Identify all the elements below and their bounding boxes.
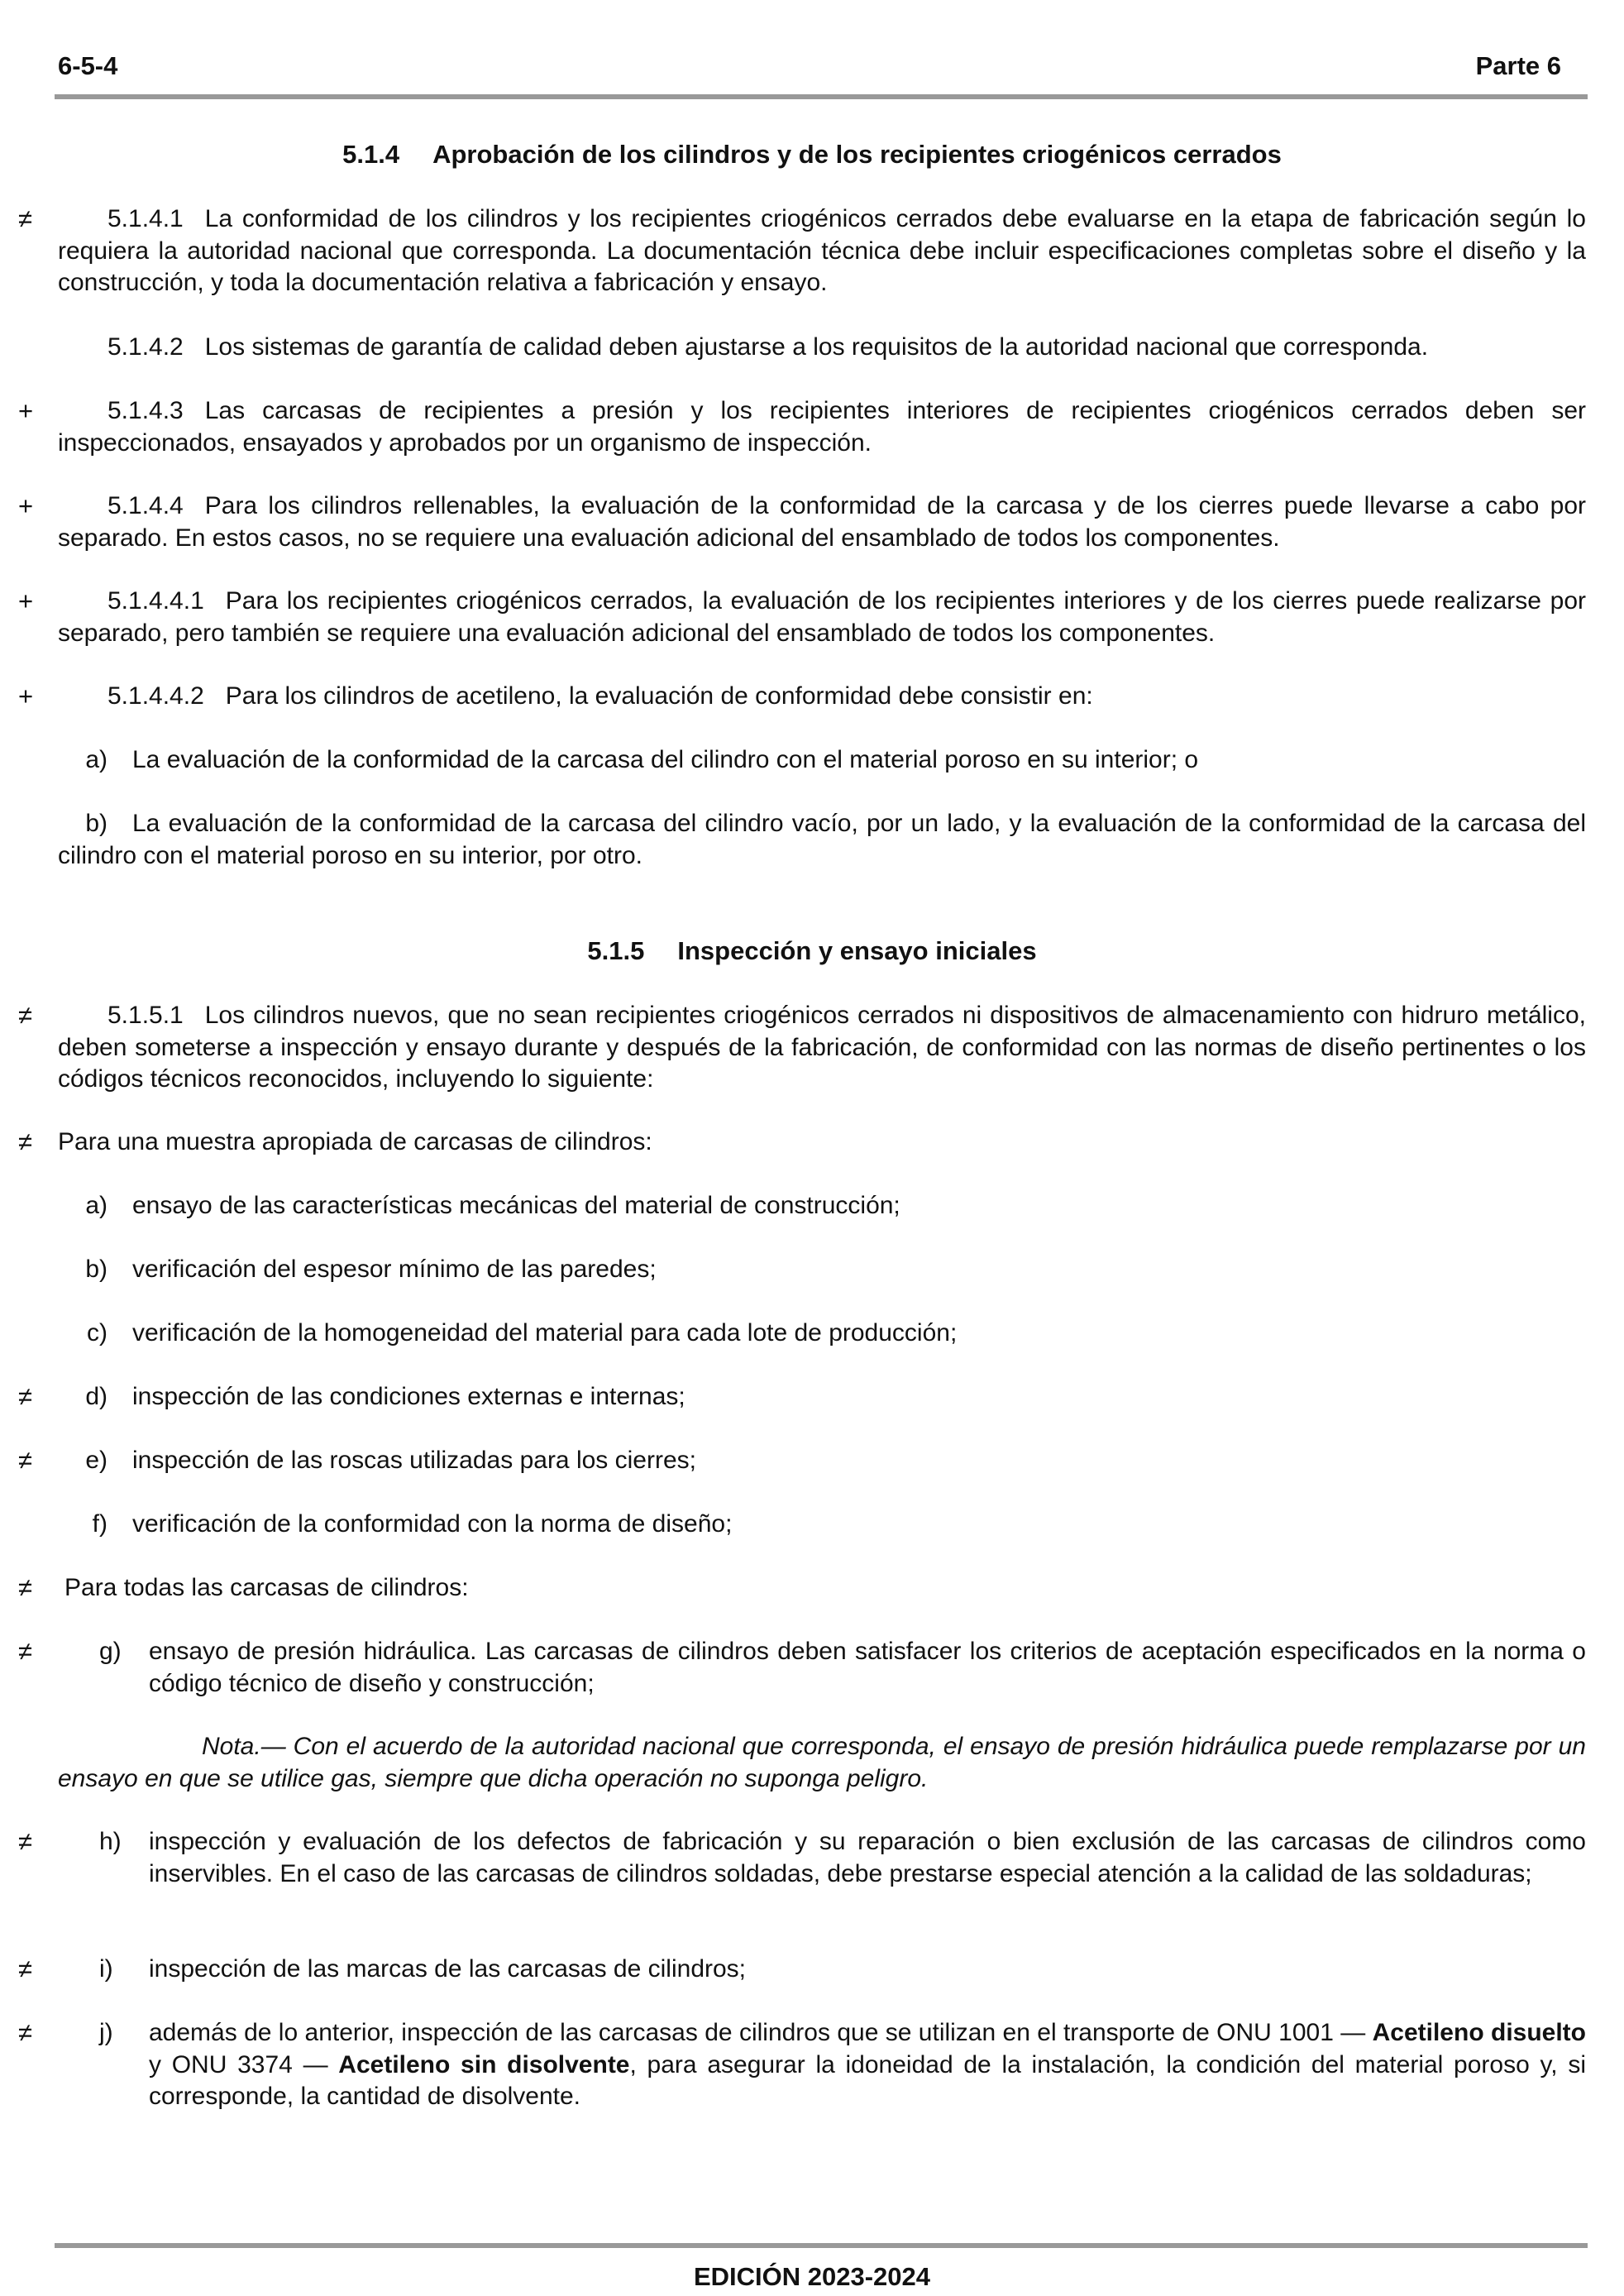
change-mark: ≠ — [18, 1573, 33, 1602]
note: Nota.— Con el acuerdo de la autoridad nacional que corresponda, el ensayo de presión hidráulica puede remplazarse por un ensayo en que se utilice gas, siempre que dicha operación no suponga peligro. — [58, 1733, 1586, 1792]
list-item-g — [99, 1636, 1586, 1700]
item-text: inspección de las marcas de las carcasas de cilindros; — [149, 1955, 747, 1983]
change-mark: ≠ — [18, 204, 33, 233]
change-mark: ≠ — [18, 1382, 33, 1411]
paragraph-5-1-5-1 — [58, 1000, 1586, 1096]
paragraph-5-1-4-1 — [58, 203, 1586, 299]
item-label: e) — [85, 1447, 107, 1474]
item-label: a) — [85, 746, 107, 773]
substance-name-acetileno-disuelto: Acetileno disuelto — [1372, 2019, 1587, 2046]
item-text: verificación de la homogeneidad del material para cada lote de producción; — [132, 1319, 958, 1347]
item-text: La evaluación de la conformidad de la carcasa del cilindro con el material poroso en su interior; o — [132, 746, 1199, 773]
paragraph-text: Los sistemas de garantía de calidad deben ajustarse a los requisitos de la autoridad nacional que corresponda. — [204, 333, 1429, 361]
list-item-a — [58, 744, 1586, 777]
item-text: La evaluación de la conformidad de la carcasa del cilindro vacío, por un lado, y la evaluación de la conformidad de la carcasa del cilindro con el material poroso en su interior, por otro. — [58, 810, 1586, 869]
paragraph-number: 5.1.4.4.1 — [107, 587, 204, 615]
item-text: ensayo de las características mecánicas del material de construcción; — [132, 1192, 900, 1219]
change-mark: ≠ — [18, 1954, 33, 1983]
paragraph-5-1-4-2 — [58, 332, 1586, 364]
paragraph-number: 5.1.4.2 — [107, 333, 184, 361]
change-mark: ≠ — [18, 2018, 33, 2047]
change-mark: ≠ — [18, 1827, 33, 1856]
list-item-a — [58, 1190, 1586, 1222]
item-text: inspección y evaluación de los defectos de fabricación y su reparación o bien exclusión de las carcasas de cilindros como inservibles. En el caso de las carcasas de cilindros soldadas, debe prestarse especial atención a la calidad de las soldaduras; — [149, 1828, 1586, 1887]
change-mark: + — [18, 396, 34, 425]
item-label: b) — [85, 1256, 107, 1283]
item-text: inspección de las condiciones externas e internas; — [132, 1383, 685, 1410]
item-label: b) — [85, 810, 107, 837]
item-label: j) — [99, 2019, 113, 2046]
heading-title: Aprobación de los cilindros y de los recipientes criogénicos cerrados — [432, 140, 1282, 169]
list-item-e — [58, 1445, 1586, 1477]
item-text — [149, 2017, 1586, 2113]
change-mark: ≠ — [18, 1127, 33, 1156]
paragraph-number: 5.1.4.4 — [107, 492, 184, 519]
section-heading-5-1-5 — [0, 935, 1624, 967]
heading-number: 5.1.4 — [342, 140, 400, 169]
paragraph-text: Para los cilindros de acetileno, la evaluación de conformidad debe consistir en: — [225, 682, 1093, 710]
heading-title: Inspección y ensayo iniciales — [677, 936, 1037, 965]
item-text-part: y ONU 3374 — — [149, 2050, 339, 2078]
paragraph-text: Para los cilindros rellenables, la evaluación de la conformidad de la carcasa y de los cierres puede llevarse a cabo por separado. En estos casos, no se requiere una evaluación adicional del ensamblado de todos los componentes. — [58, 492, 1586, 552]
item-label: f) — [92, 1510, 107, 1538]
item-text: ensayo de presión hidráulica. Las carcasas de cilindros deben satisfacer los criterios de aceptación especificados en la norma o código técnico de diseño y construcción; — [149, 1638, 1586, 1697]
item-label: g) — [99, 1638, 122, 1665]
paragraph-5-1-4-3 — [58, 395, 1586, 459]
item-label: d) — [85, 1383, 107, 1410]
item-text-part: además de lo anterior, inspección de las carcasas de cilindros que se utilizan en el transporte de ONU 1001 — — [149, 2019, 1373, 2046]
list-item-h — [99, 1826, 1586, 1890]
item-label: a) — [85, 1192, 107, 1219]
paragraph-5-1-4-4 — [58, 490, 1586, 554]
list-item-i — [99, 1954, 1586, 1986]
change-mark: + — [18, 491, 34, 520]
item-label: i) — [99, 1955, 113, 1983]
item-text-part: , para asegurar la idoneidad de la instalación, la condición del material poroso y, si corresponde, la cantidad de disolvente. — [149, 2050, 1587, 2110]
all-intro: Para todas las carcasas de cilindros: — [64, 1574, 469, 1601]
header-divider — [55, 94, 1588, 99]
paragraph-number: 5.1.4.1 — [107, 205, 184, 232]
paragraph-number: 5.1.5.1 — [107, 1002, 184, 1029]
item-text: inspección de las roscas utilizadas para los cierres; — [132, 1447, 696, 1474]
change-mark: ≠ — [18, 1637, 33, 1666]
paragraph-number: 5.1.4.4.2 — [107, 682, 204, 710]
sample-intro: Para una muestra apropiada de carcasas de cilindros: — [58, 1128, 652, 1155]
list-item-j — [99, 2017, 1586, 2113]
list-item-d — [58, 1381, 1586, 1413]
change-mark: ≠ — [18, 1446, 33, 1475]
paragraph-5-1-4-4-2 — [58, 681, 1586, 713]
item-label: c) — [87, 1319, 107, 1347]
paragraph-text: Las carcasas de recipientes a presión y los recipientes interiores de recipientes criogénicos cerrados deben ser inspeccionados, ensayados y aprobados por un organismo de inspección. — [58, 397, 1586, 457]
section-heading-5-1-4 — [0, 139, 1624, 170]
change-mark: ≠ — [18, 1001, 33, 1030]
list-item-b — [58, 808, 1586, 872]
part-label: Parte 6 — [1475, 51, 1561, 80]
section-number: 6-5-4 — [58, 51, 118, 80]
substance-name-acetileno-sin-disolvente: Acetileno sin disolvente — [338, 2050, 630, 2078]
list-item-f — [58, 1509, 1586, 1541]
paragraph-5-1-4-4-1 — [58, 586, 1586, 649]
item-text: verificación de la conformidad con la norma de diseño; — [132, 1510, 733, 1538]
list-item-c — [58, 1318, 1586, 1350]
edition-label: EDICIÓN 2023-2024 — [693, 2262, 931, 2291]
list-item-b — [58, 1254, 1586, 1286]
change-mark: + — [18, 586, 34, 615]
item-label: h) — [99, 1828, 122, 1855]
heading-number: 5.1.5 — [587, 936, 645, 965]
paragraph-text: Para los recipientes criogénicos cerrados, la evaluación de los recipientes interiores y de los cierres puede realizarse por separado, pero también se requiere una evaluación adicional del ensamblado de todos los componentes. — [58, 587, 1586, 647]
item-text: verificación del espesor mínimo de las paredes; — [132, 1256, 657, 1283]
paragraph-text: La conformidad de los cilindros y los recipientes criogénicos cerrados debe evaluarse en la etapa de fabricación según lo requiera la autoridad nacional que corresponda. La documentación técnica debe incluir especificaciones completas sobre el diseño y la construcción, y toda la documentación relativa a fabricación y ensayo. — [58, 205, 1586, 296]
paragraph-number: 5.1.4.3 — [107, 397, 184, 424]
paragraph-text: Los cilindros nuevos, que no sean recipientes criogénicos cerrados ni dispositivos de almacenamiento con hidruro metálico, deben someterse a inspección y ensayo durante y después de la fabricación, de conformidad con las normas de diseño pertinentes o los códigos técnicos reconocidos, incluyendo lo siguiente: — [58, 1002, 1586, 1093]
footer-divider — [55, 2243, 1588, 2248]
change-mark: + — [18, 682, 34, 710]
